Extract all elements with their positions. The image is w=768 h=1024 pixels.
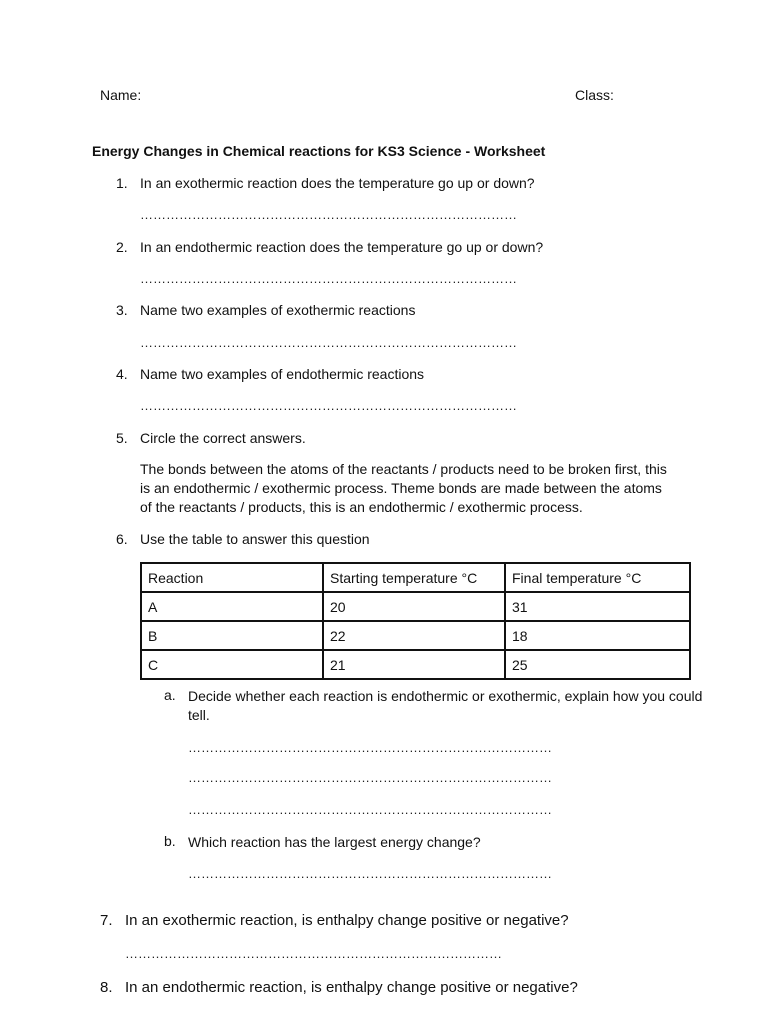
table-row: [141, 650, 690, 679]
table-row: [141, 621, 690, 650]
answer-line[interactable]: …………………………………………………………………………: [188, 770, 552, 785]
question-number: 5.: [116, 430, 128, 446]
sub-question-label: b.: [164, 833, 176, 849]
paragraph-line: is an endothermic / exothermic process. Theme bonds are made between the atoms: [140, 480, 662, 496]
table-row: [141, 592, 690, 621]
answer-line[interactable]: …………………………………………………………………………: [188, 802, 552, 817]
answer-line[interactable]: ……………………………………………………………………………: [140, 335, 517, 350]
reaction-table: [140, 562, 691, 680]
table-header-cell: Starting temperature °C: [323, 563, 505, 592]
question-text: In an endothermic reaction does the temperature go up or down?: [140, 239, 544, 255]
question-text: In an exothermic reaction, is enthalpy change positive or negative?: [125, 912, 569, 929]
sub-question-text: Which reaction has the largest energy change?: [188, 834, 481, 850]
question-number: 8.: [100, 979, 113, 996]
sub-question-label: a.: [164, 687, 176, 703]
table-cell: B: [141, 621, 323, 650]
question-number: 3.: [116, 302, 128, 318]
answer-line[interactable]: ……………………………………………………………………………: [140, 398, 517, 413]
question-text: In an endothermic reaction, is enthalpy change positive or negative?: [125, 979, 578, 996]
answer-line[interactable]: ……………………………………………………………………………: [125, 946, 502, 961]
table-cell: C: [141, 650, 323, 679]
table-cell: 18: [505, 621, 690, 650]
answer-line[interactable]: …………………………………………………………………………: [188, 740, 552, 755]
question-number: 6.: [116, 531, 128, 547]
answer-line[interactable]: …………………………………………………………………………: [188, 866, 552, 881]
question-text: In an exothermic reaction does the temperature go up or down?: [140, 175, 535, 191]
class-label: Class:: [575, 87, 614, 103]
table-header-cell: Final temperature °C: [505, 563, 690, 592]
answer-line[interactable]: ……………………………………………………………………………: [140, 271, 517, 286]
question-number: 1.: [116, 175, 128, 191]
paragraph-line: of the reactants / products, this is an endothermic / exothermic process.: [140, 499, 583, 515]
paragraph-line: The bonds between the atoms of the reactants / products need to be broken first, this: [140, 461, 667, 477]
table-header-cell: Reaction: [141, 563, 323, 592]
question-text: Use the table to answer this question: [140, 531, 370, 547]
question-number: 7.: [100, 912, 113, 929]
question-text: Name two examples of endothermic reactions: [140, 366, 425, 382]
table-cell: 25: [505, 650, 690, 679]
table-cell: 21: [323, 650, 505, 679]
table-header-row: [141, 563, 690, 592]
question-text: Name two examples of exothermic reactions: [140, 302, 416, 318]
question-text: Circle the correct answers.: [140, 430, 306, 446]
worksheet-title: Energy Changes in Chemical reactions for KS3 Science - Worksheet: [92, 143, 546, 159]
table-cell: A: [141, 592, 323, 621]
name-label: Name:: [100, 87, 142, 103]
answer-line[interactable]: ……………………………………………………………………………: [140, 207, 517, 222]
circle-answers-paragraph: [140, 460, 700, 517]
table-cell: 20: [323, 592, 505, 621]
question-number: 2.: [116, 239, 128, 255]
question-number: 4.: [116, 366, 128, 382]
table-cell: 31: [505, 592, 690, 621]
sub-question-text: Decide whether each reaction is endothermic or exothermic, explain how you could tell.: [188, 688, 703, 723]
table-cell: 22: [323, 621, 505, 650]
